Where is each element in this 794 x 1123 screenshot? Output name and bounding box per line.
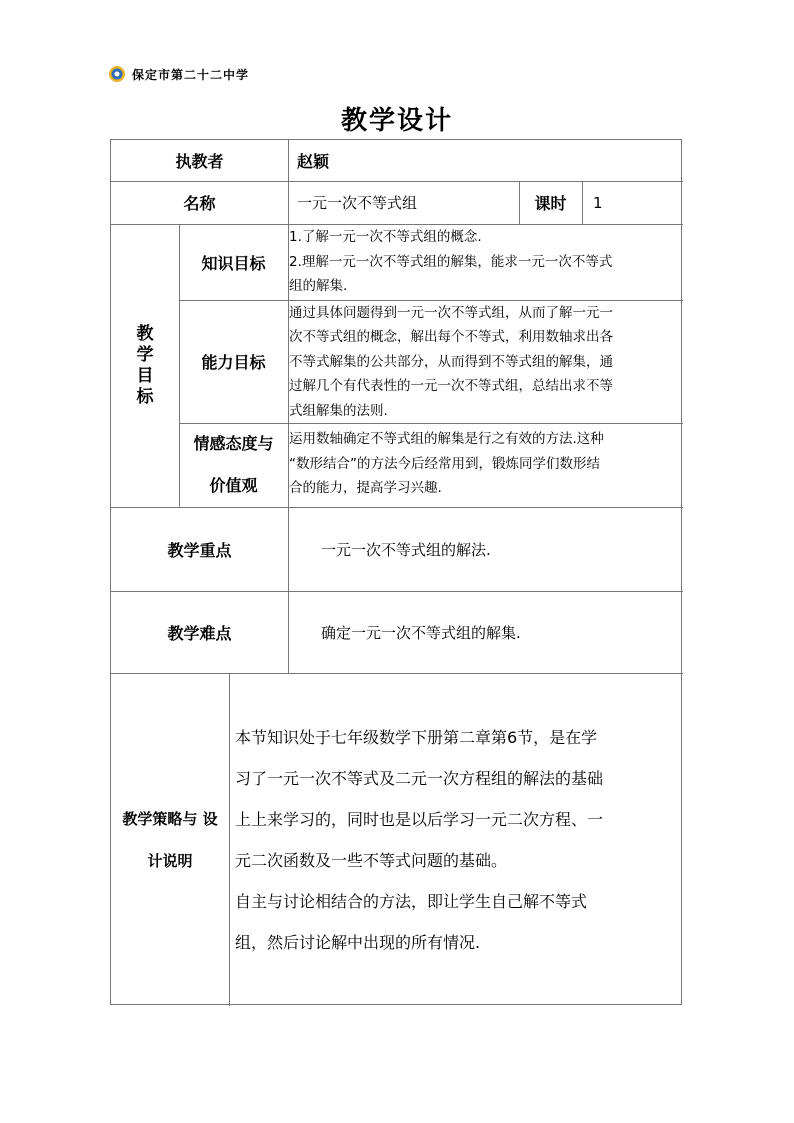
knowledge-goal-label: 知识目标	[201, 253, 266, 273]
period-value: 1	[593, 193, 603, 212]
objectives-label: 教学目标	[136, 323, 154, 407]
difficulty-label: 教学难点	[167, 623, 232, 643]
strategy-label: 教学策略与 设 计说明	[122, 809, 218, 870]
page-header	[108, 64, 249, 84]
knowledge-goal-text: 1.了解一元一次不等式组的概念. 2.理解一元一次不等式组的解集，能求一元一次不等式 组的解集.	[289, 229, 613, 295]
lesson-name: 一元一次不等式组	[297, 194, 418, 212]
page-title: 教学设计	[340, 106, 453, 136]
school-logo-icon	[108, 65, 126, 83]
emotion-goal-text: 运用数轴确定不等式组的解集是行之有效的方法.这种 “数形结合”的方法今后经常用到，锻炼同学们数形结 合的能力，提高学习兴趣.	[289, 431, 604, 497]
key-point-label: 教学重点	[167, 540, 232, 560]
design-table	[110, 139, 682, 1005]
strategy-text: 本节知识处于七年级数学下册第二章第6节，是在学 习了一元一次不等式及二元一次方程组的解法的基础 上上来学习的，同时也是以后学习一元二次方程、一 元二次函数及一些不等式问题的基础。 自主与讨论相结合的方法，即让学生自己解不等式 组，然后讨论解中出现的所有情况.	[235, 727, 604, 952]
teacher-name: 赵颖	[297, 152, 330, 171]
school-name: 保定市第二十二中学	[132, 67, 250, 82]
ability-goal-label: 能力目标	[201, 353, 266, 372]
key-point-text: 一元一次不等式组的解法.	[321, 540, 491, 559]
lesson-name-label: 名称	[183, 194, 216, 213]
ability-goal-text: 通过具体问题得到一元一次不等式组，从而了解一元一 次不等式组的概念，解出每个不等式，利用数轴求出各 不等式解集的公共部分，从而得到不等式组的解集，通 过解几个有代表性的一元一次不等式组，总结出求不等 式组解集的法则.	[289, 304, 613, 419]
emotion-goal-label: 情感态度与 价值观	[193, 434, 274, 495]
period-label: 课时	[534, 194, 567, 213]
difficulty-text: 确定一元一次不等式组的解集.	[321, 623, 521, 642]
teacher-label: 执教者	[175, 152, 224, 171]
